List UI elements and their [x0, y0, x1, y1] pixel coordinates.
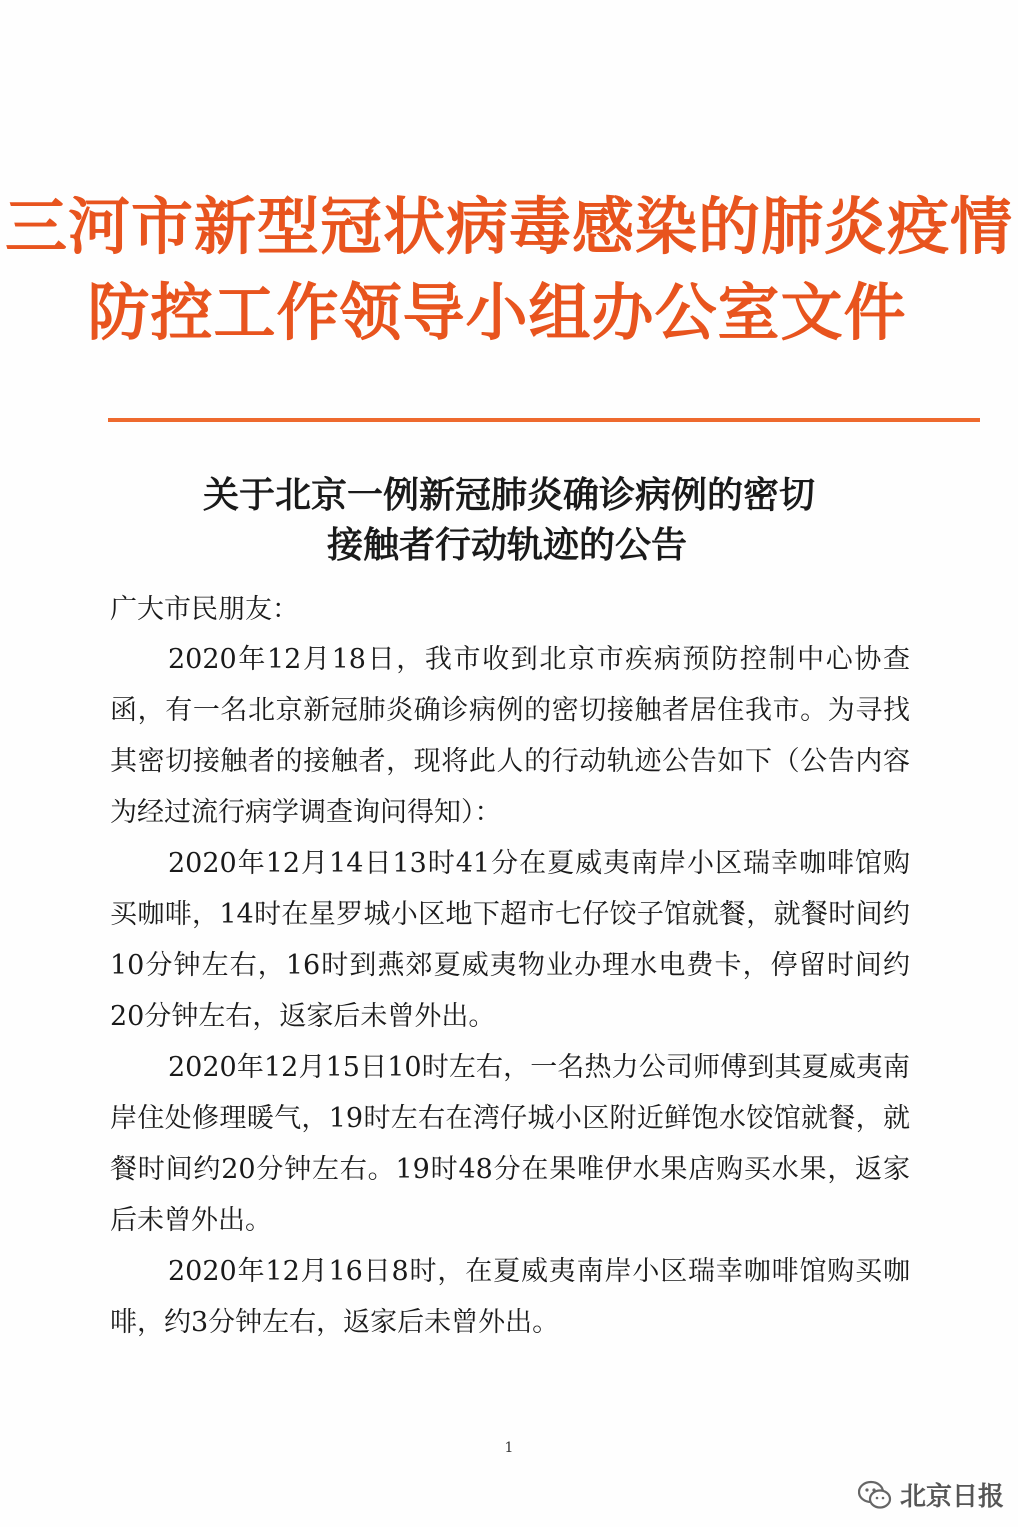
paragraph-dec-14: 2020年12月14日13时41分在夏威夷南岸小区瑞幸咖啡馆购买咖啡，14时在星罗城小区地下超市七仔饺子馆就餐，就餐时间约10分钟左右，16时到燕郊夏威夷物业办理水电费卡，停留时间约20分钟左右，返家后未曾外出。 [110, 848, 910, 1032]
paragraph-dec-16: 2020年12月16日8时，在夏威夷南岸小区瑞幸咖啡馆购买咖啡，约3分钟左右，返家后未曾外出。 [110, 1256, 910, 1338]
header-title-line2: 防控工作领导小组办公室文件 [87, 276, 907, 349]
paragraph-intro: 2020年12月18日，我市收到北京市疾病预防控制中心协查函，有一名北京新冠肺炎确诊病例的密切接触者居住我市。为寻找其密切接触者的接触者，现将此人的行动轨迹公告如下（公告内容为经过流行病学调查询问得知）： [110, 644, 910, 828]
paragraph-dec-15: 2020年12月15日10时左右，一名热力公司师傅到其夏威夷南岸住处修理暖气，19时左右在湾仔城小区附近鲜饱水饺馆就餐，就餐时间约20分钟左右。19时48分在果唯伊水果店购买水果，返家后未曾外出。 [110, 1052, 910, 1236]
document-title-line1: 关于北京一例新冠肺炎确诊病例的密切 [202, 475, 815, 516]
watermark-text: 北京日报 [899, 1482, 1004, 1512]
document-title-line2: 接触者行动轨迹的公告 [326, 525, 687, 566]
salutation: 广大市民朋友： [110, 594, 299, 625]
header-title-line1: 三河市新型冠状病毒感染的肺炎疫情 [4, 190, 1013, 263]
header-divider [108, 418, 980, 422]
watermark [858, 1476, 1004, 1513]
wechat-icon [858, 1480, 892, 1510]
page-number: 1 [504, 1440, 514, 1456]
